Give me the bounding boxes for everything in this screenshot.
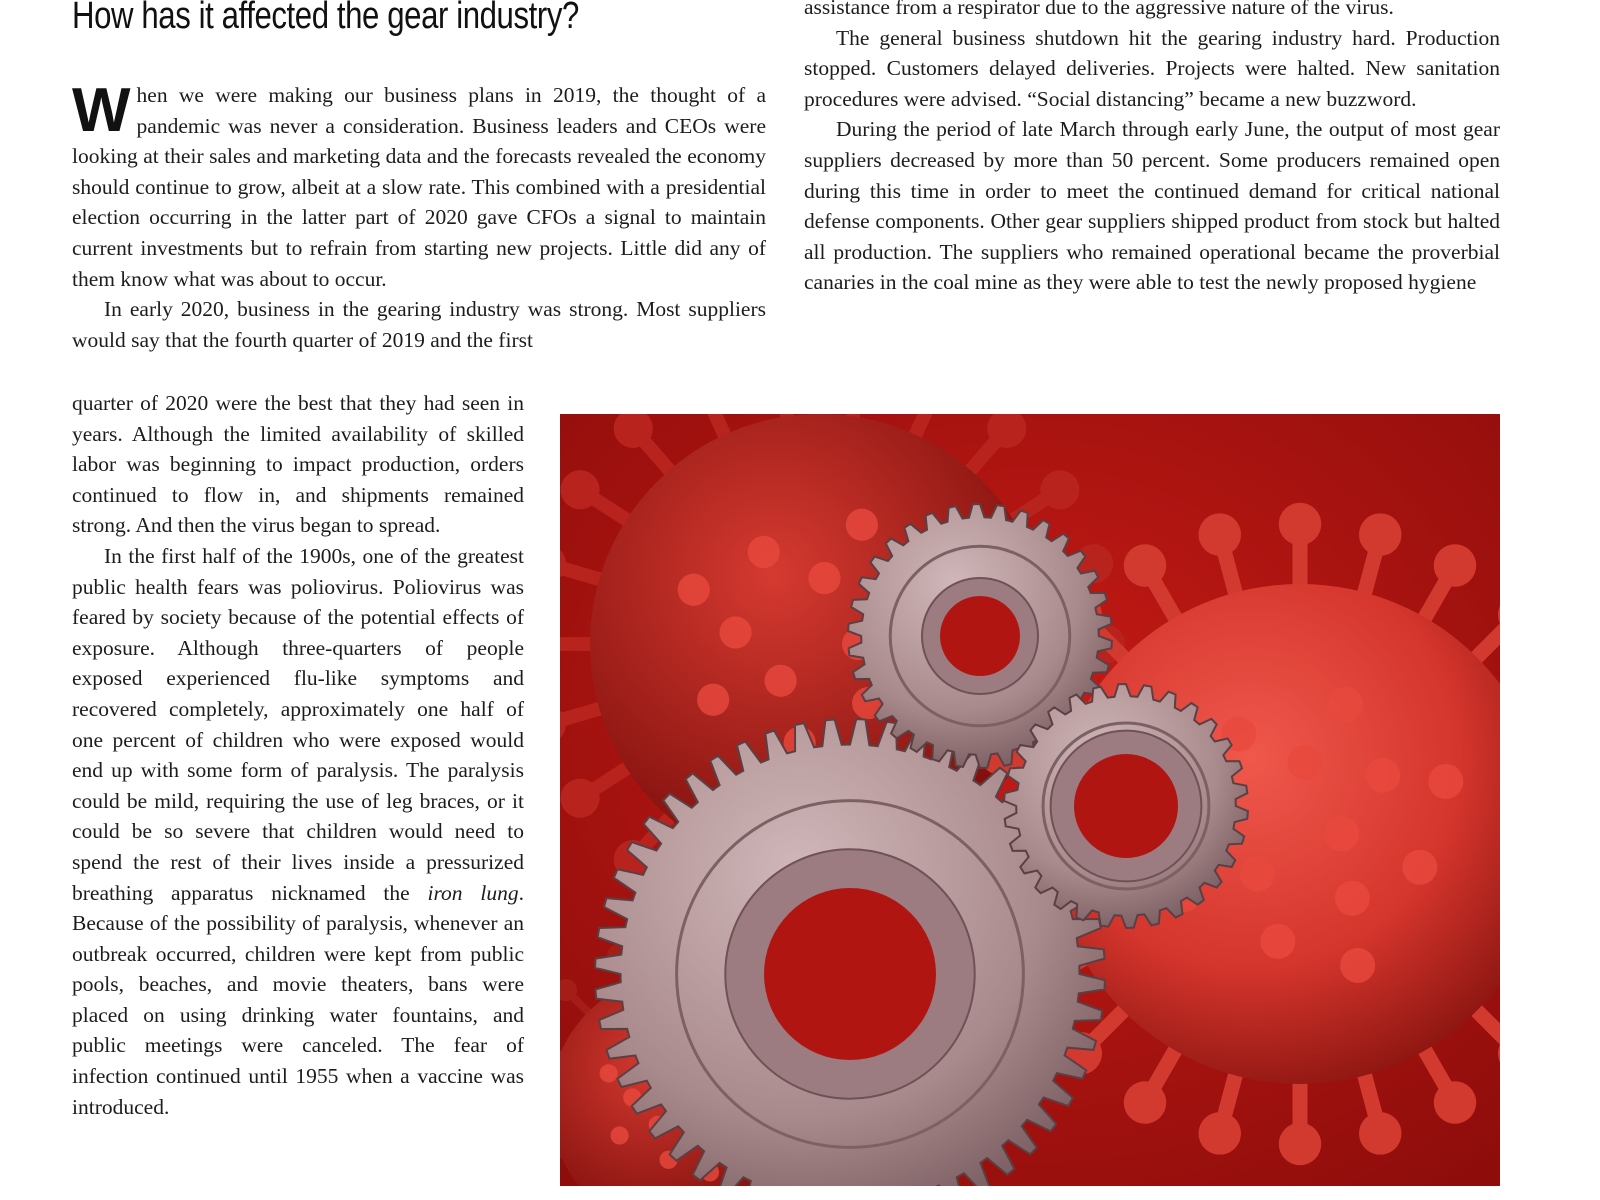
left-column-narrow: [72, 388, 524, 1122]
paragraph-intro: [72, 76, 766, 294]
paragraph-intro-text: hen we were making our business plans in 2019, the thought of a pandemic was never a consideration. Business leaders and CEOs were looking at their sales and marketing data and the forecasts revealed the economy should continue to grow, albeit at a slow rate. This combined with a presidential election occurring in the latter part of 2020 gave CFOs a signal to maintain current investments but to refrain from starting new projects. Little did any of them know what was about to occur.: [72, 83, 766, 291]
left-column-top: [72, 76, 766, 355]
paragraph-early-2020-continued: quarter of 2020 were the best that they had seen in years. Although the limited availability of skilled labor was beginning to impact production, orders continued to flow in, and shipments remained strong. And then the virus began to spread.: [72, 391, 524, 538]
right-column: [804, 0, 1500, 298]
paragraph-output: During the period of late March through early June, the output of most gear suppliers decreased by more than 50 percent. Some producers remained open during this time in order to meet the continued demand for critical national defense components. Other gear suppliers shipped product from stock but halted all production. The suppliers who remained operational became the proverbial canaries in the coal mine as they were able to test the newly proposed hygiene: [804, 117, 1500, 295]
paragraph-early-2020: In early 2020, business in the gearing industry was strong. Most suppliers would say that the fourth quarter of 2019 and the first: [72, 297, 766, 352]
poliovirus-text-a: In the first half of the 1900s, one of the greatest public health fears was poliovirus. Poliovirus was feared by society because of the potential effects of exposure. Although three-quarters of people exposed experienced flu-like symptoms and recovered completely, approximately one half of one percent of children who were exposed would end up with some form of paralysis. The paralysis could be mild, requiring the use of leg braces, or it could be so severe that children would need to spend the rest of their lives inside a pressurized breathing apparatus nicknamed the: [72, 543, 524, 905]
paragraph-respirator-continued: assistance from a respirator due to the aggressive nature of the virus.: [804, 0, 1394, 19]
drop-cap: W: [72, 76, 131, 145]
article-headline: How has it affected the gear industry?: [72, 0, 579, 37]
feature-image: [560, 414, 1500, 1186]
poliovirus-text-b: . Because of the possibility of paralysis, whenever an outbreak occurred, children were kept from public pools, beaches, and movie theaters, bans were placed on using drinking water fountains, and public meetings were canceled. The fear of infection continued until 1955 when a vaccine was introduced.: [72, 880, 524, 1119]
iron-lung-term: iron lung: [427, 880, 519, 905]
paragraph-shutdown: The general business shutdown hit the gearing industry hard. Production stopped. Customers delayed deliveries. Projects were halted. New sanitation procedures were advised. “Social distancing” became a new buzzword.: [804, 25, 1500, 111]
paragraph-poliovirus: [72, 541, 524, 1122]
